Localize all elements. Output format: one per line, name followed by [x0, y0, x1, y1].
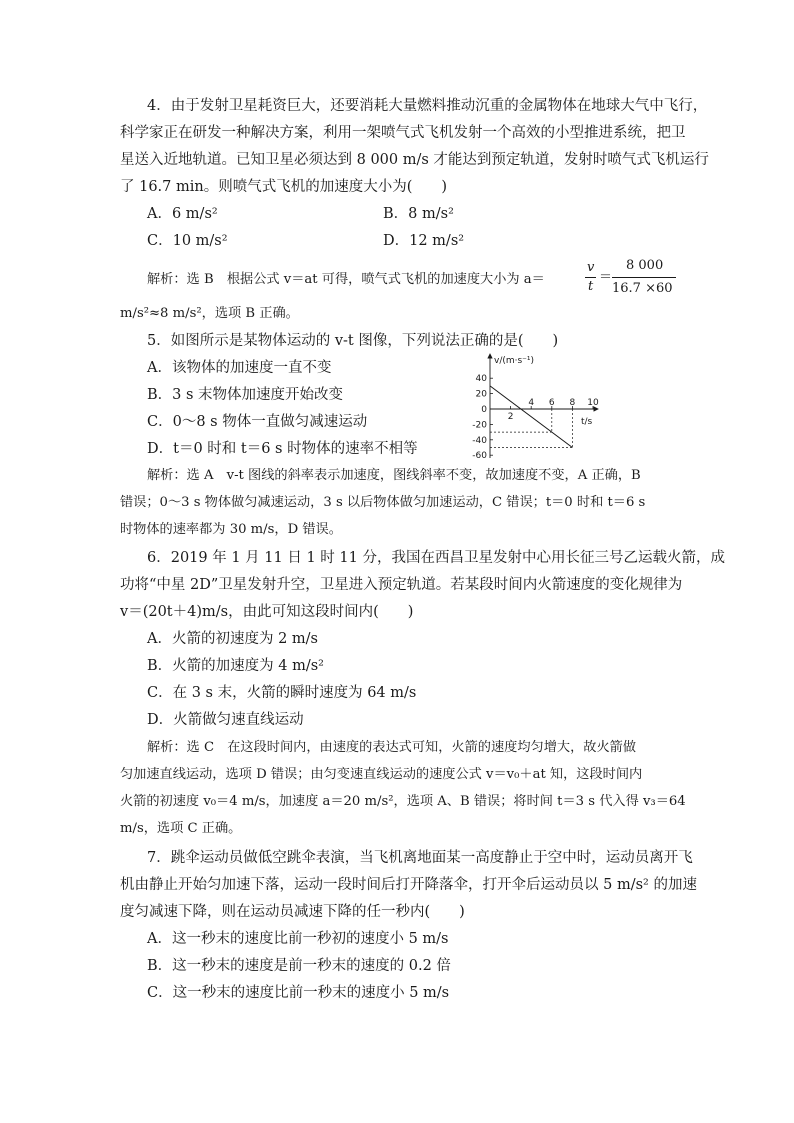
y-axis-label: v/(m·s⁻¹) — [494, 356, 535, 366]
q5-solution-line-2: 错误；0～3 s 物体做匀减速运动，3 s 以后物体做匀加速运动，C 错误；t＝0 时和 t＝6 s — [120, 495, 646, 510]
q4-frac-denominator: 16.7 ×60 — [612, 281, 673, 296]
q7-option-a: A．这一秒末的速度比前一秒初的速度小 5 m/s — [147, 931, 449, 947]
q6-solution-line-3: 火箭的初速度 v₀＝4 m/s，加速度 a＝20 m/s²，选项 A、B 错误；将时间 t＝3 s 代入得 v₃＝64 — [120, 794, 686, 809]
q6-option-a: A．火箭的初速度为 2 m/s — [147, 631, 318, 647]
q6-option-b: B．火箭的加速度为 4 m/s² — [147, 658, 324, 674]
q4-option-b: B．8 m/s² — [383, 206, 454, 222]
q6-line-1: 6．2019 年 1 月 11 日 1 时 11 分，我国在西昌卫星发射中心用长征三号乙运载火箭，成 — [147, 550, 725, 566]
q5-option-a: A．该物体的加速度一直不变 — [147, 360, 332, 376]
q5-option-c: C．0～8 s 物体一直做匀减速运动 — [147, 414, 368, 430]
q4-frac-bar-2 — [612, 277, 676, 278]
q5-option-d: D．t＝0 时和 t＝6 s 时物体的速率不相等 — [147, 441, 418, 457]
x-tick-label: 10 — [587, 398, 599, 408]
q6-solution-line-4: m/s，选项 C 正确。 — [120, 821, 242, 836]
q6-option-d: D．火箭做匀速直线运动 — [147, 712, 304, 728]
q5-solution-line-3: 时物体的速率都为 30 m/s，D 错误。 — [120, 522, 342, 537]
x-axis-label: t/s — [581, 417, 593, 427]
q4-frac-v: v — [587, 260, 595, 275]
q5-solution-line-1: 解析：选 A v-t 图线的斜率表示加速度，图线斜率不变，故加速度不变，A 正确，B — [147, 468, 641, 483]
q4-frac-bar-1 — [585, 277, 596, 278]
q4-line-2: 科学家正在研发一种解决方案，利用一架喷气式飞机发射一个高效的小型推进系统，把卫 — [120, 125, 686, 141]
x-tick-label: 4 — [528, 398, 535, 408]
q7-option-b: B．这一秒末的速度是前一秒末的速度的 0.2 倍 — [147, 958, 451, 974]
x-tick-label: 8 — [569, 398, 576, 408]
q6-line-3: v＝(20t＋4)m/s，由此可知这段时间内( ) — [120, 604, 414, 620]
y-tick-label: 40 — [475, 374, 487, 385]
y-tick-label: -20 — [472, 420, 487, 431]
y-tick-label: 0 — [481, 405, 487, 415]
q6-option-c: C．在 3 s 末，火箭的瞬时速度为 64 m/s — [147, 685, 417, 701]
q4-line-1: 4．由于发射卫星耗资巨大，还要消耗大量燃料推动沉重的金属物体在地球大气中飞行， — [147, 98, 708, 114]
q4-option-c: C．10 m/s² — [147, 233, 228, 249]
vt-graph — [464, 352, 604, 462]
q5-option-b: B．3 s 末物体加速度开始改变 — [147, 387, 344, 403]
q7-line-2: 机由静止开始匀加速下落，运动一段时间后打开降落伞，打开伞后运动员以 5 m/s² 的加速 — [120, 877, 697, 893]
y-tick-label: -60 — [472, 451, 487, 462]
q4-option-d: D．12 m/s² — [383, 233, 465, 249]
q7-line-3: 度匀减速下降，则在运动员减速下降的任一秒内( ) — [120, 904, 465, 920]
q6-solution-line-2: 匀加速直线运动，选项 D 错误；由匀变速直线运动的速度公式 v＝v₀＋at 知，这段时间内 — [120, 767, 643, 782]
q4-frac-numerator: 8 000 — [626, 258, 664, 273]
q4-option-a: A．6 m/s² — [147, 206, 218, 222]
q4-frac-equals: ＝ — [599, 270, 613, 285]
x-tick-label: 2 — [507, 412, 514, 422]
q4-solution-line-1: 解析：选 B 根据公式 v＝at 可得，喷气式飞机的加速度大小为 a＝ — [147, 272, 545, 287]
q4-line-4: 了 16.7 min。则喷气式飞机的加速度大小为( ) — [120, 179, 448, 195]
q7-option-c: C．这一秒末的速度比前一秒末的速度小 5 m/s — [147, 985, 450, 1001]
x-tick-label: 6 — [548, 398, 555, 408]
series-line — [490, 386, 572, 448]
q7-line-1: 7．跳伞运动员做低空跳伞表演，当飞机离地面某一高度静止于空中时，运动员离开飞 — [147, 850, 693, 866]
q4-frac-t: t — [588, 279, 594, 294]
q4-line-3: 星送入近地轨道。已知卫星必须达到 8 000 m/s 才能达到预定轨道，发射时喷气式飞机运行 — [120, 152, 709, 168]
y-tick-label: -40 — [472, 435, 487, 446]
q6-line-2: 功将“中星 2D”卫星发射升空，卫星进入预定轨道。若某段时间内火箭速度的变化规律为 — [120, 577, 683, 593]
q6-solution-line-1: 解析：选 C 在这段时间内，由速度的表达式可知，火箭的速度均匀增大，故火箭做 — [147, 740, 637, 755]
q5-stem: 5．如图所示是某物体运动的 v-t 图像，下列说法正确的是( ) — [147, 333, 559, 349]
y-tick-label: 20 — [475, 389, 487, 400]
q4-solution-line-2: m/s²≈8 m/s²，选项 B 正确。 — [120, 306, 299, 321]
